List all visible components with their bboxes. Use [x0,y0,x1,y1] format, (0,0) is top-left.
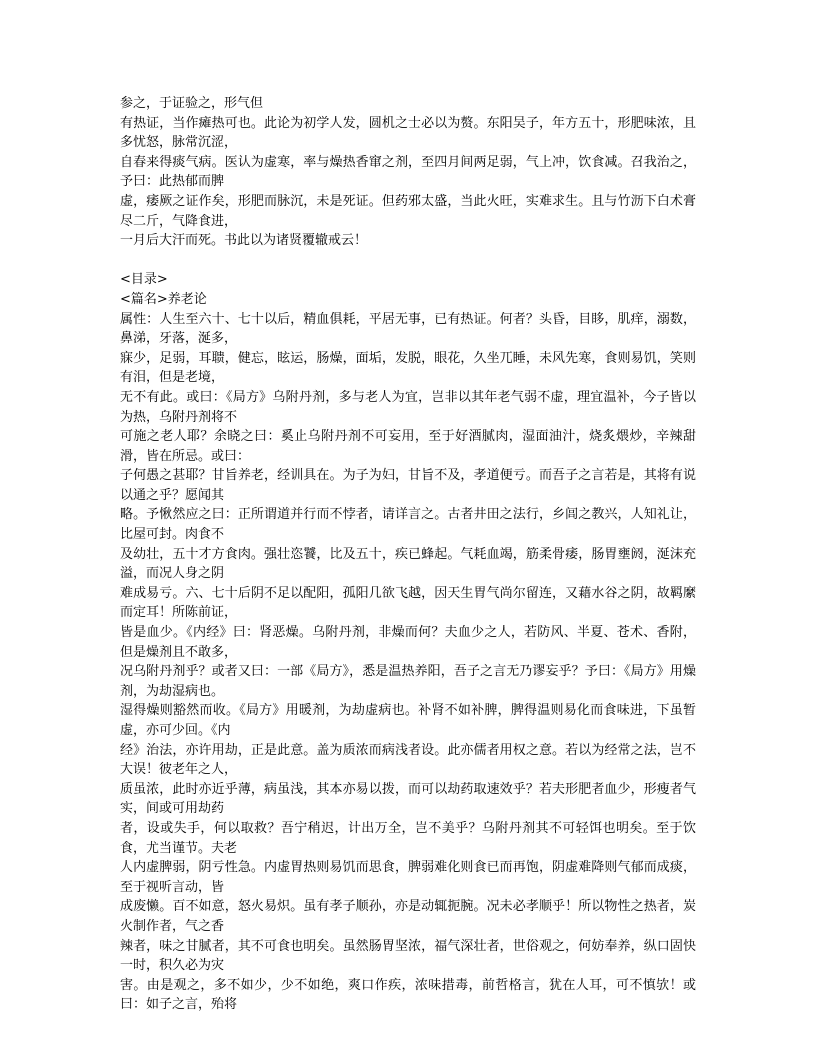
paragraph: 成废懒。百不如意，怒火易炽。虽有孝子顺孙，亦是动辄扼腕。况未必孝顺乎！所以物性之热者，炭火制作者，气之香 [120,899,696,934]
paragraph: 人内虚脾弱，阴亏性急。内虚胃热则易饥而思食，脾弱难化则食已而再饱，阴虚难降则气郁而成痰，至于视听言动，皆 [120,860,696,895]
paragraph: 有热证，当作瘫热可也。此论为初学人发，圆机之士必以为赘。东阳吴子，年方五十，形肥味浓，且多忧怒，脉常沉涩， [120,115,696,151]
paragraph: 害。由是观之，多不如少，少不如绝，爽口作疾，浓味措毒，前哲格言，犹在人耳，可不慎欤！或曰：如子之言，殆将 [120,977,696,1013]
paragraph: 子何愚之甚耶？甘旨养老，经训具在。为子为妇，甘旨不及，孝道便亏。而吾子之言若是，其将有说以通之乎？愿闻其 [120,468,696,503]
paragraph: 无不有此。或曰：《局方》乌附丹剂，多与老人为宜，岂非以其年老气弱不虚，理宜温补，今子皆以为热，乌附丹剂将不 [120,389,696,425]
paragraph: 况乌附丹剂乎？或者又曰：一部《局方》，悉是温热养阳，吾子之言无乃谬妄乎？予曰：《局方》用燥剂，为劫湿病也。 [120,664,696,699]
paragraph: 及幼壮，五十才方食肉。强壮恣饕，比及五十，疾已蜂起。气耗血竭，筋柔骨痿，肠胃壅阏，涎沫充溢，而况人身之阴 [120,546,696,582]
paragraph: 辣者，味之甘腻者，其不可食也明矣。虽然肠胃坚浓，福气深壮者，世俗观之，何妨奉养，纵口固快一时，积久必为灾 [120,938,696,974]
paragraph: 属性：人生至六十、七十以后，精血俱耗，平居无事，已有热证。何者？头昏，目眵，肌痒，溺数，鼻涕，牙落，涎多， [120,311,696,347]
paragraph: 一月后大汗而死。书此以为诸贤覆辙戒云！ [120,233,368,249]
paragraph: 寐少，足弱，耳聩，健忘，眩运，肠燥，面垢，发脱，眼花，久坐兀睡，未风先寒，食则易饥，笑则有泪，但是老境， [120,350,696,386]
blank-line [120,251,696,271]
paragraph: 可施之老人耶？余晓之曰：奚止乌附丹剂不可妄用，至于好酒腻肉，湿面油汁，烧炙煨炒，辛辣甜滑，皆在所忌。或曰： [120,429,696,464]
paragraph: 经》治法，亦许用劫，正是此意。盖为质浓而病浅者设。此亦儒者用权之意。若以为经常之法，岂不大误！彼老年之人， [120,742,696,778]
section-tag-contents: <目录> [120,272,168,288]
section-tag-title: <篇名>养老论 [120,291,207,307]
paragraph: 自春来得痰气病。医认为虚寒，率与燥热香窜之剂，至四月间两足弱，气上冲，饮食减。召我治之，予曰：此热郁而脾 [120,154,696,190]
paragraph: 难成易亏。六、七十后阴不足以配阳，孤阳几欲飞越，因天生胃气尚尔留连，又藉水谷之阴，故羁縻而定耳！所陈前证， [120,585,696,621]
document-body [120,94,696,1015]
paragraph: 者，设或失手，何以取救？吾宁稍迟，计出万全，岂不美乎？乌附丹剂其不可轻饵也明矣。至于饮食，尤当谨节。夫老 [120,820,696,856]
paragraph: 略。予愀然应之曰：正所谓道并行而不悖者，请详言之。古者井田之法行，乡闾之教兴，人知礼让，比屋可封。肉食不 [120,507,696,543]
paragraph: 虚，痿厥之证作矣，形肥而脉沉，未是死证。但药邪太盛，当此火旺，实难求生。且与竹沥下白术膏尽二斤，气降食进， [120,193,696,229]
paragraph: 皆是血少。《内经》曰：肾恶燥。乌附丹剂，非燥而何？夫血少之人，若防风、半夏、苍术、香附，但是燥剂且不敢多， [120,625,696,660]
paragraph: 参之，于证验之，形气但 [120,96,264,111]
paragraph: 湿得燥则豁然而收。《局方》用暖剂，为劫虚病也。补肾不如补脾，脾得温则易化而食味进，下虽暂虚，亦可少回。《内 [120,703,696,738]
paragraph: 质虽浓，此时亦近乎薄，病虽浅，其本亦易以拨，而可以劫药取速效乎？若夫形肥者血少，形瘦者气实，间或可用劫药 [120,781,696,817]
